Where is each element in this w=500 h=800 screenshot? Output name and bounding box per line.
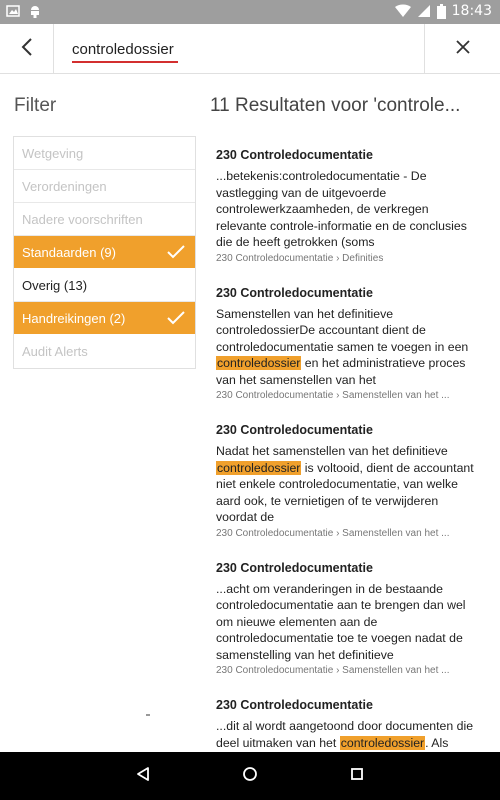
status-time: 18:43 (451, 3, 492, 19)
result-title: 230 Controledocumentatie (216, 285, 373, 300)
result-snippet (216, 443, 478, 526)
battery-icon (437, 4, 446, 19)
filter-item-label: Nadere voorschriften (22, 211, 143, 227)
snippet-text: en het administratieve proces van het samenstellen van het (216, 356, 466, 387)
signal-icon (417, 4, 431, 18)
filter-item-standaarden[interactable] (14, 236, 195, 269)
snippet-text: Samenstellen van het definitieve controledossierDe accountant dient de controledocumentatie samen te voegen in een (216, 306, 469, 354)
nav-back-button[interactable] (123, 756, 163, 796)
filter-item-overig[interactable] (14, 269, 195, 302)
result-path: 230 Controledocumentatie › Definities (216, 252, 384, 264)
result-snippet (216, 306, 478, 389)
result-item[interactable] (216, 286, 478, 402)
filter-title: Filter (14, 95, 57, 116)
filter-item-label: Overig (13) (22, 277, 88, 293)
filter-item-audit-alerts[interactable] (14, 335, 195, 368)
filter-list (13, 136, 196, 369)
snippet-text: is voltooid, dient de accountant niet enkele controledocumentatie, van welke aard ook, te vernietigen of te verwijderen voordat de (216, 460, 474, 524)
filter-item-label: Wetgeving (22, 145, 84, 161)
nav-recents-button[interactable] (337, 756, 377, 796)
filter-item-label: Standaarden (9) (22, 244, 116, 260)
result-title: 230 Controledocumentatie (216, 148, 373, 162)
filter-item-wetgeving[interactable] (14, 137, 195, 170)
search-highlight: controledossier (340, 735, 425, 750)
filter-item-nadere-voorschriften[interactable] (14, 203, 195, 236)
filter-item-verordeningen[interactable] (14, 170, 195, 203)
checkmark-icon (165, 241, 187, 263)
snippet-text: . Als (425, 735, 449, 750)
result-title: 230 Controledocumentatie (216, 423, 373, 437)
result-item[interactable] (216, 148, 478, 264)
nav-home-icon (242, 766, 258, 787)
result-snippet (216, 168, 478, 251)
android-icon (28, 4, 42, 18)
wifi-icon (395, 4, 411, 18)
filter-item-handreikingen[interactable] (14, 302, 195, 335)
nav-back-icon (135, 766, 151, 787)
back-arrow-icon (20, 37, 34, 62)
result-item[interactable] (216, 561, 478, 677)
results-list (216, 148, 478, 753)
search-bar (0, 24, 500, 74)
clear-search-button[interactable] (424, 24, 500, 74)
result-item[interactable] (216, 423, 478, 539)
nav-home-button[interactable] (230, 756, 270, 796)
search-highlight: controledossier (217, 356, 301, 370)
spellcheck-underline (72, 61, 178, 63)
divider-mark (146, 714, 150, 716)
search-input[interactable] (72, 37, 402, 61)
result-snippet (216, 581, 478, 664)
back-button[interactable] (0, 24, 54, 74)
snippet-text: Nadat het samenstellen van het definitieve (216, 444, 448, 458)
result-title: 230 Controledocumentatie (216, 698, 373, 712)
filter-item-label: Audit Alerts (22, 344, 88, 359)
navigation-bar (0, 752, 500, 800)
result-path: 230 Controledocumentatie › Samenstellen van het ... (216, 665, 450, 676)
snippet-text: ...dit al wordt aangetoond door documenten die deel uitmaken van het (216, 719, 474, 750)
result-path: 230 Controledocumentatie › Samenstellen van het ... (216, 390, 450, 401)
nav-recents-icon (350, 767, 364, 786)
close-icon (455, 39, 471, 60)
status-bar (0, 0, 500, 24)
snippet-text: ...betekenis:controledocumentatie - De vastlegging van de uitgevoerde controlewerkzaamheden, de verkregen relevante controle-informatie en de conclusies die de heeft getrokken (soms (216, 169, 467, 249)
snippet-text: ...acht om veranderingen in de bestaande controledocumentatie aan te brengen dan wel om nieuwe elementen aan de controledocumentatie toe te voegen nadat de samenstelling van het definitieve (216, 581, 466, 662)
search-highlight: controledossier (217, 460, 301, 475)
filter-item-label: Handreikingen (2) (22, 310, 126, 326)
filter-item-label: Verordeningen (22, 178, 107, 194)
result-title: 230 Controledocumentatie (216, 560, 373, 575)
checkmark-icon (165, 307, 187, 329)
image-icon (6, 4, 20, 18)
results-title: 11 Resultaten voor 'controle... (210, 95, 461, 116)
result-path: 230 Controledocumentatie › Samenstellen van het ... (216, 527, 450, 539)
